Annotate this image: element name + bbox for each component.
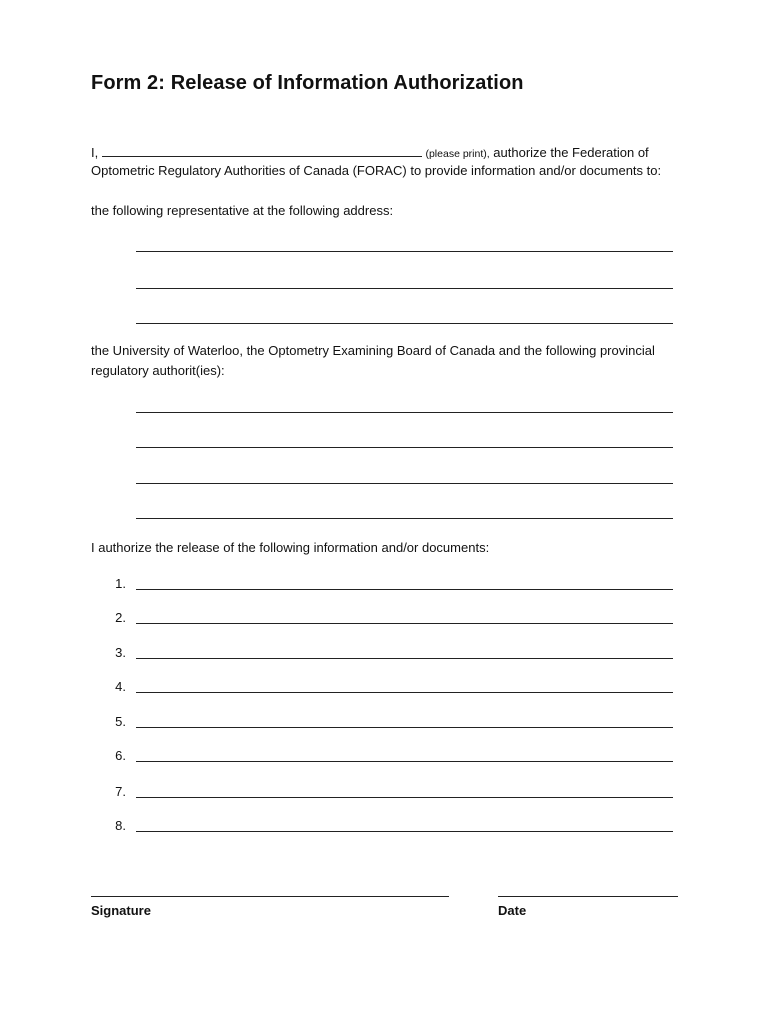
intro-prefix: I, bbox=[91, 145, 102, 160]
item-number: 3. bbox=[115, 645, 126, 660]
date-label: Date bbox=[498, 903, 527, 918]
item-field[interactable] bbox=[136, 658, 673, 659]
item-field[interactable] bbox=[136, 797, 673, 798]
intro-suffix: authorize the Federation of bbox=[489, 145, 649, 160]
release-label: I authorize the release of the following information and/or documents: bbox=[91, 540, 490, 555]
signature-label: Signature bbox=[91, 903, 151, 918]
numbered-item-3 bbox=[0, 645, 770, 665]
item-number: 7. bbox=[115, 784, 126, 799]
name-field[interactable] bbox=[102, 144, 422, 157]
item-number: 1. bbox=[115, 576, 126, 591]
authority-line-2[interactable] bbox=[136, 447, 673, 448]
representative-address-line-2[interactable] bbox=[136, 288, 673, 289]
item-field[interactable] bbox=[136, 589, 673, 590]
authority-line-3[interactable] bbox=[136, 483, 673, 484]
authority-line-1[interactable] bbox=[136, 412, 673, 413]
item-field[interactable] bbox=[136, 761, 673, 762]
please-print-note: (please print), bbox=[425, 148, 490, 160]
representative-address-line-3[interactable] bbox=[136, 323, 673, 324]
item-number: 6. bbox=[115, 748, 126, 763]
numbered-item-1 bbox=[0, 576, 770, 596]
intro-line-1 bbox=[91, 144, 649, 162]
form-title: Form 2: Release of Information Authorization bbox=[91, 72, 524, 94]
numbered-item-7 bbox=[0, 784, 770, 804]
date-field[interactable] bbox=[498, 896, 678, 897]
item-field[interactable] bbox=[136, 831, 673, 832]
university-line-1: the University of Waterloo, the Optometry Examining Board of Canada and the following provincial bbox=[91, 343, 655, 358]
item-number: 2. bbox=[115, 610, 126, 625]
item-number: 5. bbox=[115, 714, 126, 729]
item-number: 8. bbox=[115, 818, 126, 833]
numbered-item-6 bbox=[0, 748, 770, 768]
item-field[interactable] bbox=[136, 727, 673, 728]
numbered-item-5 bbox=[0, 714, 770, 734]
signature-field[interactable] bbox=[91, 896, 449, 897]
numbered-item-2 bbox=[0, 610, 770, 630]
item-field[interactable] bbox=[136, 692, 673, 693]
representative-address-line-1[interactable] bbox=[136, 251, 673, 252]
university-line-2: regulatory authorit(ies): bbox=[91, 363, 225, 378]
item-field[interactable] bbox=[136, 623, 673, 624]
numbered-item-4 bbox=[0, 679, 770, 699]
intro-line-2: Optometric Regulatory Authorities of Canada (FORAC) to provide information and/or documents to: bbox=[91, 163, 662, 178]
authority-line-4[interactable] bbox=[136, 518, 673, 519]
representative-label: the following representative at the following address: bbox=[91, 203, 394, 218]
numbered-item-8 bbox=[0, 818, 770, 838]
item-number: 4. bbox=[115, 679, 126, 694]
